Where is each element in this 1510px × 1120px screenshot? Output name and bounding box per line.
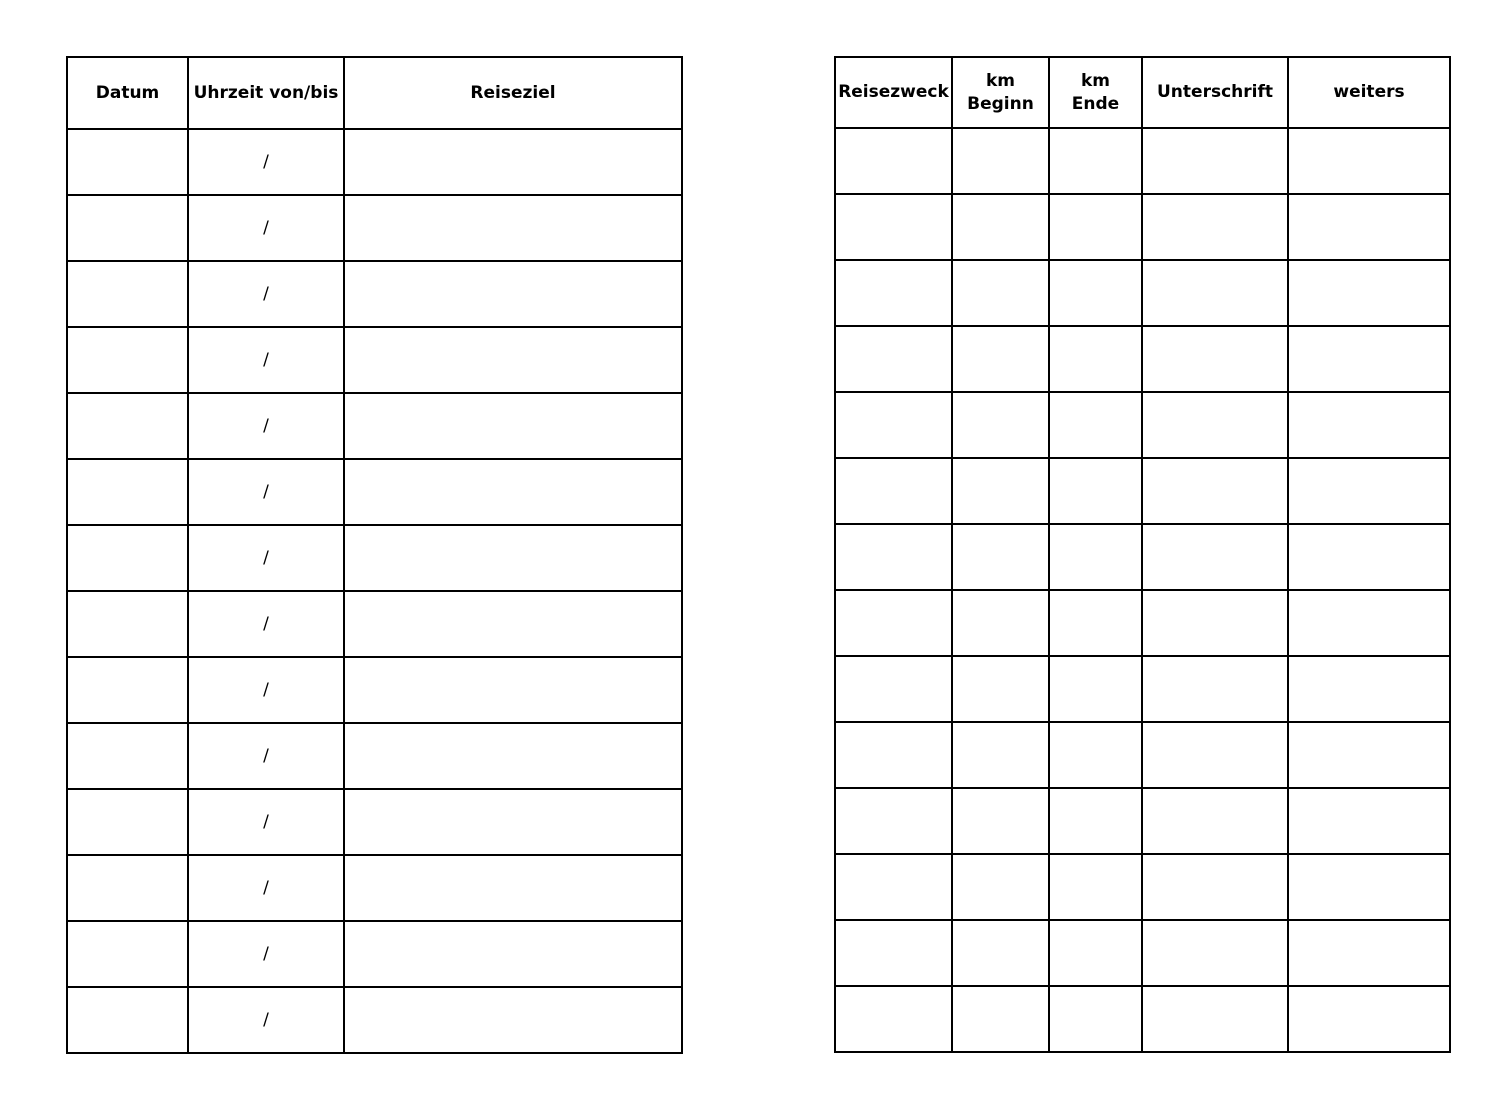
datum-cell[interactable] xyxy=(67,459,188,525)
travel-log-table-right xyxy=(834,56,1451,1053)
uhrzeit-cell[interactable]: / xyxy=(188,789,344,855)
datum-cell[interactable] xyxy=(67,855,188,921)
unterschrift-cell[interactable] xyxy=(1142,986,1288,1052)
weiters-cell[interactable] xyxy=(1288,392,1450,458)
km-beginn-cell[interactable] xyxy=(952,260,1049,326)
reiseziel-cell[interactable] xyxy=(344,459,682,525)
uhrzeit-cell[interactable]: / xyxy=(188,657,344,723)
header-row xyxy=(835,57,1450,128)
km-beginn-cell[interactable] xyxy=(952,128,1049,194)
km-ende-cell[interactable] xyxy=(1049,986,1142,1052)
km-ende-cell[interactable] xyxy=(1049,392,1142,458)
datum-cell[interactable] xyxy=(67,393,188,459)
km-ende-cell[interactable] xyxy=(1049,128,1142,194)
table-row xyxy=(67,987,682,1053)
header-uhrzeit: Uhrzeit von/bis xyxy=(188,57,344,129)
header-row xyxy=(67,57,682,129)
table-row xyxy=(67,327,682,393)
km-beginn-cell[interactable] xyxy=(952,326,1049,392)
km-ende-cell[interactable] xyxy=(1049,722,1142,788)
table-row xyxy=(67,459,682,525)
reiseziel-cell[interactable] xyxy=(344,261,682,327)
datum-cell[interactable] xyxy=(67,591,188,657)
table-row xyxy=(835,128,1450,194)
header-km-beginn-line1: km xyxy=(985,70,1016,91)
weiters-cell[interactable] xyxy=(1288,986,1450,1052)
uhrzeit-cell[interactable]: / xyxy=(188,855,344,921)
table-row xyxy=(67,789,682,855)
km-ende-cell[interactable] xyxy=(1049,656,1142,722)
uhrzeit-cell[interactable]: / xyxy=(188,921,344,987)
unterschrift-cell[interactable] xyxy=(1142,194,1288,260)
km-ende-cell[interactable] xyxy=(1049,458,1142,524)
datum-cell[interactable] xyxy=(67,327,188,393)
datum-cell[interactable] xyxy=(67,657,188,723)
reisezweck-cell[interactable] xyxy=(835,326,952,392)
unterschrift-cell[interactable] xyxy=(1142,722,1288,788)
table-row xyxy=(67,129,682,195)
unterschrift-cell[interactable] xyxy=(1142,854,1288,920)
uhrzeit-cell[interactable]: / xyxy=(188,525,344,591)
table-row xyxy=(67,723,682,789)
weiters-cell[interactable] xyxy=(1288,326,1450,392)
header-reisezweck: Reisezweck xyxy=(835,57,952,128)
km-ende-cell[interactable] xyxy=(1049,524,1142,590)
reisezweck-cell[interactable] xyxy=(835,128,952,194)
reisezweck-cell[interactable] xyxy=(835,920,952,986)
km-beginn-cell[interactable] xyxy=(952,722,1049,788)
reisezweck-cell[interactable] xyxy=(835,722,952,788)
header-km-ende-line1: km xyxy=(1080,70,1111,91)
datum-cell[interactable] xyxy=(67,921,188,987)
reisezweck-cell[interactable] xyxy=(835,194,952,260)
reiseziel-cell[interactable] xyxy=(344,855,682,921)
table-row xyxy=(67,393,682,459)
datum-cell[interactable] xyxy=(67,525,188,591)
table-row xyxy=(67,591,682,657)
table-row xyxy=(835,194,1450,260)
table-row xyxy=(67,195,682,261)
reiseziel-cell[interactable] xyxy=(344,195,682,261)
reisezweck-cell[interactable] xyxy=(835,392,952,458)
reiseziel-cell[interactable] xyxy=(344,525,682,591)
weiters-cell[interactable] xyxy=(1288,854,1450,920)
reiseziel-cell[interactable] xyxy=(344,987,682,1053)
header-km-beginn-line2: Beginn xyxy=(967,93,1034,114)
header-datum: Datum xyxy=(67,57,188,129)
uhrzeit-cell[interactable]: / xyxy=(188,327,344,393)
weiters-cell[interactable] xyxy=(1288,524,1450,590)
reiseziel-cell[interactable] xyxy=(344,327,682,393)
table-row xyxy=(835,854,1450,920)
km-beginn-cell[interactable] xyxy=(952,524,1049,590)
reisezweck-cell[interactable] xyxy=(835,458,952,524)
header-km-ende xyxy=(1049,57,1142,128)
reiseziel-cell[interactable] xyxy=(344,789,682,855)
reiseziel-cell[interactable] xyxy=(344,723,682,789)
uhrzeit-cell[interactable]: / xyxy=(188,261,344,327)
table-row xyxy=(67,921,682,987)
uhrzeit-cell[interactable]: / xyxy=(188,195,344,261)
weiters-cell[interactable] xyxy=(1288,590,1450,656)
table-row xyxy=(67,855,682,921)
reiseziel-cell[interactable] xyxy=(344,393,682,459)
uhrzeit-cell[interactable]: / xyxy=(188,129,344,195)
km-ende-cell[interactable] xyxy=(1049,590,1142,656)
reisezweck-cell[interactable] xyxy=(835,788,952,854)
reisezweck-cell[interactable] xyxy=(835,854,952,920)
unterschrift-cell[interactable] xyxy=(1142,788,1288,854)
km-beginn-cell[interactable] xyxy=(952,458,1049,524)
unterschrift-cell[interactable] xyxy=(1142,590,1288,656)
header-km-ende-line2: Ende xyxy=(1071,93,1120,114)
table-row xyxy=(67,657,682,723)
datum-cell[interactable] xyxy=(67,129,188,195)
uhrzeit-cell[interactable]: / xyxy=(188,459,344,525)
table-row xyxy=(835,458,1450,524)
km-beginn-cell[interactable] xyxy=(952,788,1049,854)
km-beginn-cell[interactable] xyxy=(952,590,1049,656)
km-ende-cell[interactable] xyxy=(1049,326,1142,392)
table-row xyxy=(835,656,1450,722)
km-ende-cell[interactable] xyxy=(1049,854,1142,920)
unterschrift-cell[interactable] xyxy=(1142,128,1288,194)
header-reiseziel: Reiseziel xyxy=(344,57,682,129)
reiseziel-cell[interactable] xyxy=(344,591,682,657)
weiters-cell[interactable] xyxy=(1288,722,1450,788)
weiters-cell[interactable] xyxy=(1288,458,1450,524)
weiters-cell[interactable] xyxy=(1288,128,1450,194)
header-weiters: weiters xyxy=(1288,57,1450,128)
uhrzeit-cell[interactable]: / xyxy=(188,987,344,1053)
header-unterschrift: Unterschrift xyxy=(1142,57,1288,128)
reisezweck-cell[interactable] xyxy=(835,986,952,1052)
unterschrift-cell[interactable] xyxy=(1142,326,1288,392)
datum-cell[interactable] xyxy=(67,723,188,789)
unterschrift-cell[interactable] xyxy=(1142,260,1288,326)
uhrzeit-cell[interactable]: / xyxy=(188,723,344,789)
reiseziel-cell[interactable] xyxy=(344,129,682,195)
unterschrift-cell[interactable] xyxy=(1142,524,1288,590)
uhrzeit-cell[interactable]: / xyxy=(188,591,344,657)
unterschrift-cell[interactable] xyxy=(1142,458,1288,524)
reisezweck-cell[interactable] xyxy=(835,260,952,326)
km-ende-cell[interactable] xyxy=(1049,920,1142,986)
km-beginn-cell[interactable] xyxy=(952,194,1049,260)
datum-cell[interactable] xyxy=(67,987,188,1053)
km-beginn-cell[interactable] xyxy=(952,392,1049,458)
reiseziel-cell[interactable] xyxy=(344,657,682,723)
reisezweck-cell[interactable] xyxy=(835,590,952,656)
table-row xyxy=(835,392,1450,458)
km-ende-cell[interactable] xyxy=(1049,194,1142,260)
table-row xyxy=(835,722,1450,788)
weiters-cell[interactable] xyxy=(1288,260,1450,326)
weiters-cell[interactable] xyxy=(1288,788,1450,854)
unterschrift-cell[interactable] xyxy=(1142,920,1288,986)
table-row xyxy=(835,590,1450,656)
km-beginn-cell[interactable] xyxy=(952,854,1049,920)
datum-cell[interactable] xyxy=(67,789,188,855)
km-beginn-cell[interactable] xyxy=(952,920,1049,986)
table-row xyxy=(67,261,682,327)
km-ende-cell[interactable] xyxy=(1049,788,1142,854)
table-row xyxy=(835,326,1450,392)
unterschrift-cell[interactable] xyxy=(1142,392,1288,458)
datum-cell[interactable] xyxy=(67,195,188,261)
km-beginn-cell[interactable] xyxy=(952,656,1049,722)
unterschrift-cell[interactable] xyxy=(1142,656,1288,722)
uhrzeit-cell[interactable]: / xyxy=(188,393,344,459)
datum-cell[interactable] xyxy=(67,261,188,327)
reisezweck-cell[interactable] xyxy=(835,524,952,590)
table-row xyxy=(835,524,1450,590)
table-row xyxy=(67,525,682,591)
reisezweck-cell[interactable] xyxy=(835,656,952,722)
table-row xyxy=(835,260,1450,326)
table-row xyxy=(835,986,1450,1052)
weiters-cell[interactable] xyxy=(1288,194,1450,260)
km-beginn-cell[interactable] xyxy=(952,986,1049,1052)
travel-log-table-left xyxy=(66,56,683,1054)
table-row xyxy=(835,920,1450,986)
weiters-cell[interactable] xyxy=(1288,920,1450,986)
header-km-beginn xyxy=(952,57,1049,128)
km-ende-cell[interactable] xyxy=(1049,260,1142,326)
weiters-cell[interactable] xyxy=(1288,656,1450,722)
reiseziel-cell[interactable] xyxy=(344,921,682,987)
table-row xyxy=(835,788,1450,854)
